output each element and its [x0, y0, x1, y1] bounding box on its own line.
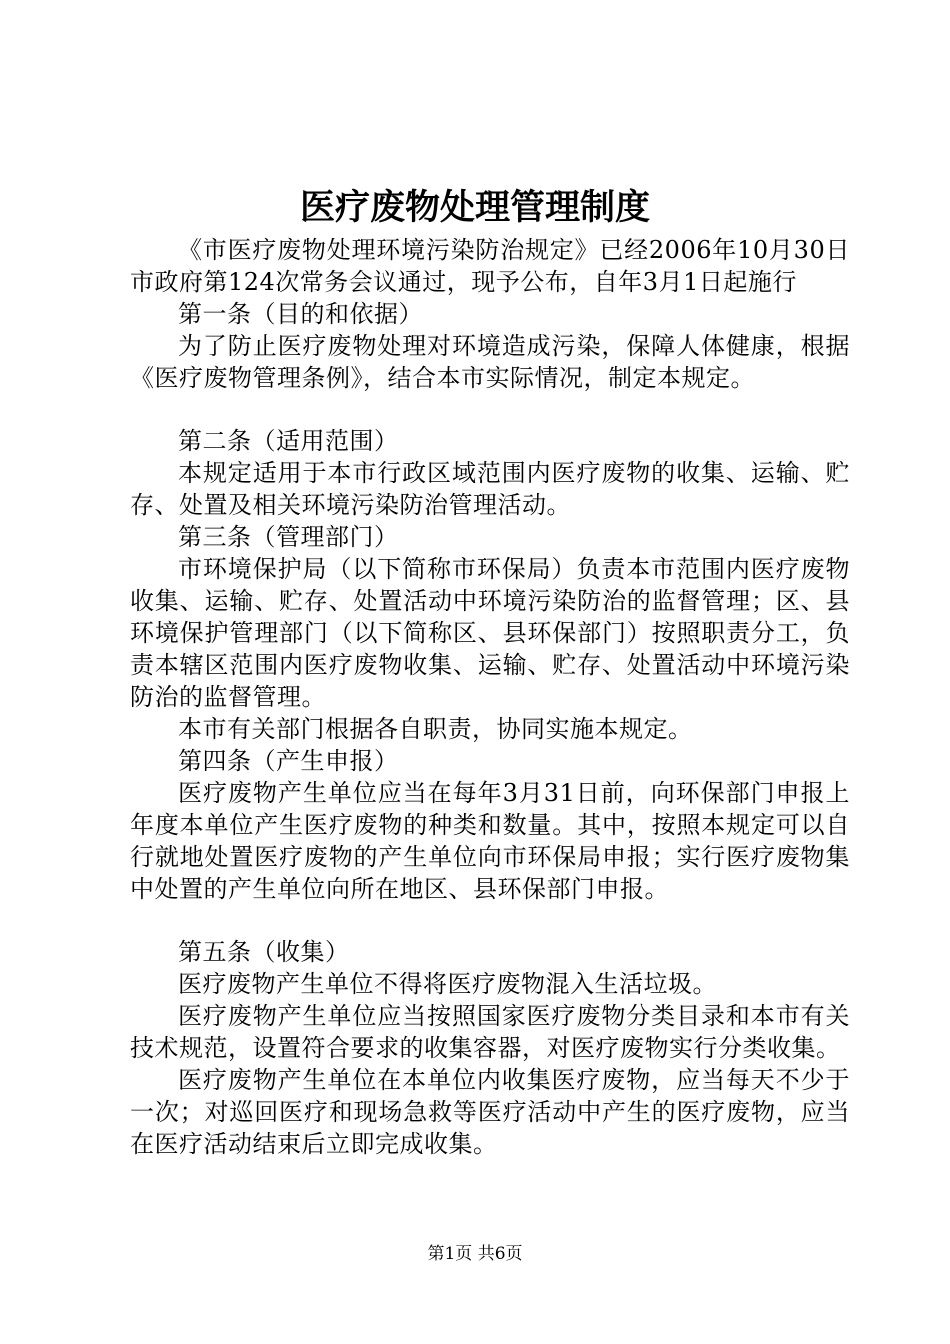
paragraph-spacer — [130, 905, 850, 936]
article-paragraph: 医疗废物产生单位在本单位内收集医疗废物，应当每天不少于一次；对巡回医疗和现场急救等医疗活动中产生的医疗废物，应当在医疗活动结束后立即完成收集。 — [130, 1066, 850, 1158]
document-body — [130, 234, 850, 1160]
article-paragraph: 本规定适用于本市行政区域范围内医疗废物的收集、运输、贮存、处置及相关环境污染防治管理活动。 — [130, 459, 850, 519]
article-heading: 第二条（适用范围） — [178, 427, 399, 455]
page-number: 第1页 共6页 — [427, 1244, 523, 1264]
article-paragraph: 医疗废物产生单位应当在每年3月31日前，向环保部门申报上年度本单位产生医疗废物的种类和数量。其中，按照本规定可以自行就地处置医疗废物的产生单位向市环保局申报；实行医疗废物集中处置的产生单位向所在地区、县环保部门申报。 — [130, 779, 850, 903]
article-heading: 第五条（收集） — [178, 938, 350, 966]
article-paragraph: 市环境保护局（以下简称市环保局）负责本市范围内医疗废物收集、运输、贮存、处置活动中环境污染防治的监督管理；区、县环境保护管理部门（以下简称区、县环保部门）按照职责分工，负责本辖区范围内医疗废物收集、运输、贮存、处置活动中环境污染防治的监督管理。 — [130, 555, 850, 711]
intro-paragraph: 《市医疗废物处理环境污染防治规定》已经2006年10月30日市政府第124次常务会议通过，现予公布，自年3月1日起施行 — [130, 236, 850, 296]
article-paragraph: 医疗废物产生单位应当按照国家医疗废物分类目录和本市有关技术规范，设置符合要求的收集容器，对医疗废物实行分类收集。 — [130, 1002, 850, 1062]
paragraph-spacer — [130, 394, 850, 425]
article-heading: 第四条（产生申报） — [178, 747, 399, 775]
article-heading: 第一条（目的和依据） — [178, 300, 423, 328]
article-heading: 第三条（管理部门） — [178, 523, 399, 551]
article-paragraph: 本市有关部门根据各自职责，协同实施本规定。 — [178, 715, 693, 743]
article-paragraph: 为了防止医疗废物处理对环境造成污染，保障人体健康，根据《医疗废物管理条例》，结合本市实际情况，制定本规定。 — [130, 332, 850, 392]
document-title: 医疗废物处理管理制度 — [299, 187, 650, 228]
article-paragraph: 医疗废物产生单位不得将医疗废物混入生活垃圾。 — [178, 970, 717, 998]
